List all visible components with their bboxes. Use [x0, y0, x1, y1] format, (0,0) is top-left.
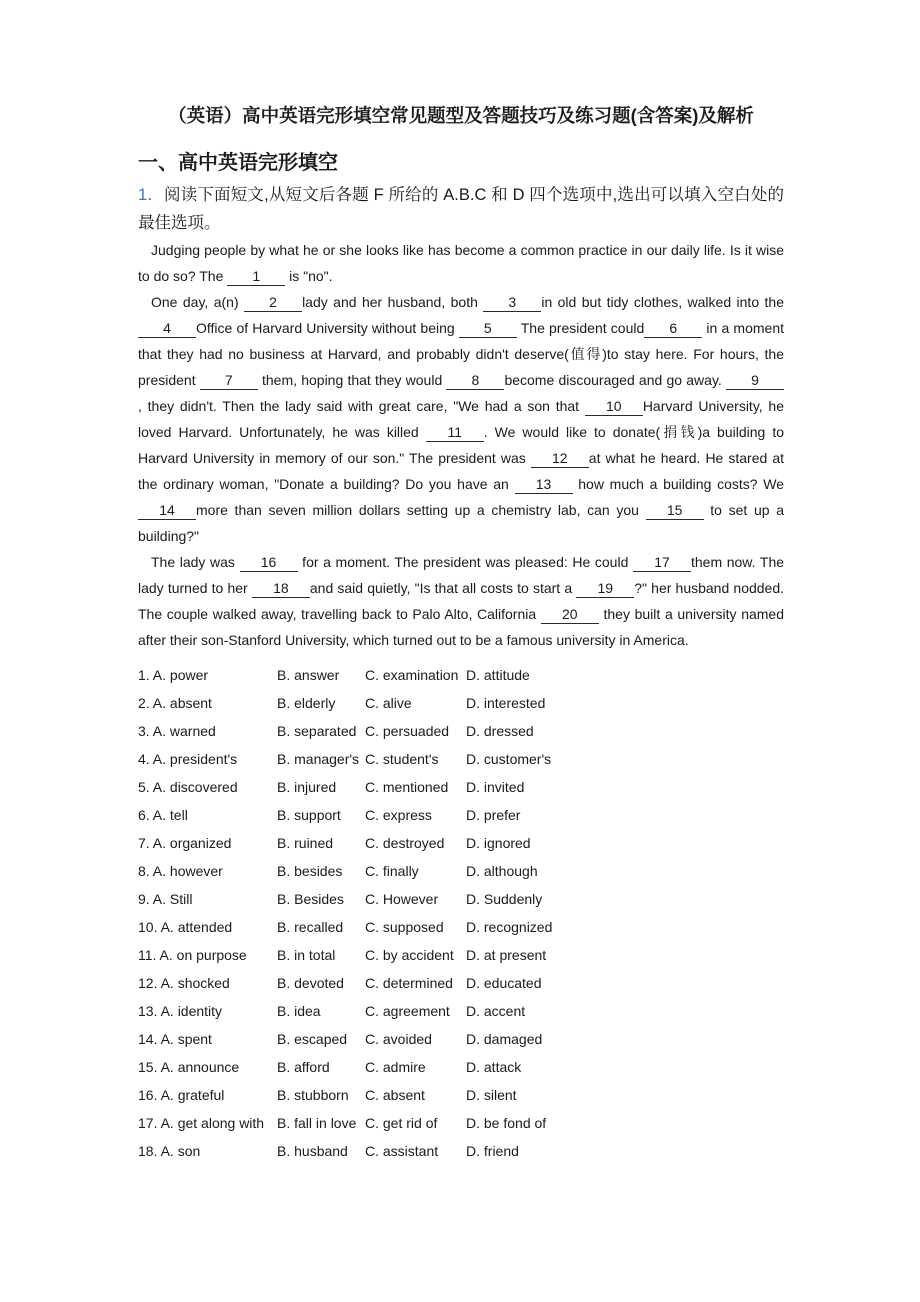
option-b: B. stubborn	[277, 1087, 349, 1103]
cloze-blank-9: 9	[726, 373, 784, 390]
option-d: D. prefer	[466, 807, 521, 823]
option-b: B. besides	[277, 863, 343, 879]
option-row-5	[138, 773, 784, 801]
option-a: 15. A. announce	[138, 1059, 240, 1075]
option-a: 3. A. warned	[138, 723, 216, 739]
cloze-blank-5: 5	[459, 321, 517, 338]
option-row-13	[138, 997, 784, 1025]
option-d: D. damaged	[466, 1031, 543, 1047]
cloze-blank-8: 8	[446, 373, 504, 390]
passage-paragraph: Judging people by what he or she looks like has become a common practice in our daily life. Is it wise to do so? The 1 is "no".	[138, 242, 784, 284]
option-a: 14. A. spent	[138, 1031, 212, 1047]
option-d: D. although	[466, 863, 538, 879]
option-d: D. attitude	[466, 667, 530, 683]
option-a: 8. A. however	[138, 863, 223, 879]
option-a: 9. A. Still	[138, 891, 193, 907]
cloze-blank-4: 4	[138, 321, 196, 338]
document-content	[138, 0, 784, 1165]
cloze-blank-16: 16	[240, 555, 298, 572]
option-row-6	[138, 801, 784, 829]
cloze-blank-7: 7	[200, 373, 258, 390]
option-d: D. ignored	[466, 835, 531, 851]
option-row-1	[138, 661, 784, 689]
section-heading: 一、高中英语完形填空	[138, 152, 338, 174]
cloze-blank-1: 1	[227, 269, 285, 286]
options-list	[138, 661, 784, 1165]
option-c: C. absent	[365, 1087, 425, 1103]
cloze-blank-13: 13	[515, 477, 573, 494]
passage-paragraph: One day, a(n) 2 lady and her husband, both 3 in old but tidy clothes, walked into the 4 Office of Harvard University without being 5 The president could 6 in a moment that they had no business at Harvard, and probably didn't deserve(值得)to stay here. For hours, the president 7 them, hoping that they would 8 become discouraged and go away. 9, they didn't. Then the lady said with great care, "We had a son that 10 Harvard University, he loved Harvard. Unfortunately, he was killed 11 . We would like to donate(捐钱)a building to Harvard University in memory of our son." The president was 12 at what he heard. He stared at the ordinary woman, "Donate a building? Do you have an 13 how much a building costs? We 14 more than seven million dollars setting up a chemistry lab, can you 15 to set up a building?"	[138, 294, 785, 544]
option-b: B. husband	[277, 1143, 348, 1159]
option-a: 5. A. discovered	[138, 779, 238, 795]
option-d: D. dressed	[466, 723, 534, 739]
option-b: B. in total	[277, 947, 336, 963]
option-row-18	[138, 1137, 784, 1165]
option-row-9	[138, 885, 784, 913]
document-title: （英语）高中英语完形填空常见题型及答题技巧及练习题(含答案)及解析	[168, 105, 754, 126]
option-b: B. escaped	[277, 1031, 348, 1047]
cloze-blank-14: 14	[138, 503, 196, 520]
cloze-blank-10: 10	[585, 399, 643, 416]
option-a: 1. A. power	[138, 667, 209, 683]
option-c: C. persuaded	[365, 723, 450, 739]
option-row-8	[138, 857, 784, 885]
option-d: D. invited	[466, 779, 525, 795]
option-a: 13. A. identity	[138, 1003, 223, 1019]
option-c: C. supposed	[365, 919, 444, 935]
option-a: 6. A. tell	[138, 807, 188, 823]
option-d: D. at present	[466, 947, 547, 963]
option-d: D. Suddenly	[466, 891, 543, 907]
option-b: B. idea	[277, 1003, 321, 1019]
cloze-blank-17: 17	[633, 555, 691, 572]
option-c: C. agreement	[365, 1003, 450, 1019]
option-row-12	[138, 969, 784, 997]
question-instruction	[138, 181, 784, 237]
cloze-blank-11: 11	[426, 425, 484, 442]
passage-paragraph: The lady was 16 for a moment. The president was pleased: He could 17 them now. The lady turned to her 18 and said quietly, "Is that all costs to start a 19 ?" her husband nodded. The couple walked away, travelling back to Palo Alto, California 20 they built a university named after their son-Stanford University, which turned out to be a famous university in America.	[138, 554, 785, 648]
option-b: B. fall in love	[277, 1115, 357, 1131]
option-row-4	[138, 745, 784, 773]
option-b: B. support	[277, 807, 341, 823]
option-row-17	[138, 1109, 784, 1137]
cloze-blank-19: 19	[576, 581, 634, 598]
option-a: 10. A. attended	[138, 919, 233, 935]
option-a: 18. A. son	[138, 1143, 201, 1159]
cloze-blank-15: 15	[646, 503, 704, 520]
option-c: C. avoided	[365, 1031, 432, 1047]
option-b: B. injured	[277, 779, 337, 795]
option-d: D. customer's	[466, 751, 552, 767]
option-d: D. accent	[466, 1003, 526, 1019]
option-b: B. answer	[277, 667, 340, 683]
option-b: B. devoted	[277, 975, 344, 991]
option-row-3	[138, 717, 784, 745]
option-row-16	[138, 1081, 784, 1109]
option-a: 7. A. organized	[138, 835, 232, 851]
option-b: B. Besides	[277, 891, 344, 907]
cloze-blank-12: 12	[531, 451, 589, 468]
option-a: 16. A. grateful	[138, 1087, 225, 1103]
cloze-blank-18: 18	[252, 581, 310, 598]
passage	[138, 237, 784, 653]
option-b: B. elderly	[277, 695, 336, 711]
option-c: C. admire	[365, 1059, 426, 1075]
option-b: B. recalled	[277, 919, 344, 935]
option-c: C. finally	[365, 863, 419, 879]
option-c: C. express	[365, 807, 432, 823]
option-d: D. recognized	[466, 919, 553, 935]
cloze-blank-6: 6	[644, 321, 702, 338]
option-c: C. by accident	[365, 947, 454, 963]
option-c: C. determined	[365, 975, 453, 991]
option-c: C. However	[365, 891, 439, 907]
option-row-11	[138, 941, 784, 969]
option-b: B. manager's	[277, 751, 360, 767]
cloze-blank-20: 20	[541, 607, 599, 624]
instruction-text: 阅读下面短文,从短文后各题 F 所给的 A.B.C 和 D 四个选项中,选出可以填入空白处的最佳选项。	[138, 186, 784, 232]
option-c: C. student's	[365, 751, 439, 767]
option-d: D. interested	[466, 695, 546, 711]
option-d: D. attack	[466, 1059, 522, 1075]
option-row-10	[138, 913, 784, 941]
option-a: 11. A. on purpose	[138, 947, 247, 963]
cloze-blank-2: 2	[244, 295, 302, 312]
option-a: 17. A. get along with	[138, 1115, 265, 1131]
option-c: C. examination	[365, 667, 459, 683]
option-row-2	[138, 689, 784, 717]
option-a: 2. A. absent	[138, 695, 212, 711]
option-a: 4. A. president's	[138, 751, 238, 767]
option-c: C. assistant	[365, 1143, 439, 1159]
option-c: C. mentioned	[365, 779, 449, 795]
option-c: C. alive	[365, 695, 412, 711]
option-c: C. get rid of	[365, 1115, 438, 1131]
option-d: D. be fond of	[466, 1115, 547, 1131]
option-row-7	[138, 829, 784, 857]
question-number: 1．	[138, 186, 165, 204]
option-row-14	[138, 1025, 784, 1053]
option-row-15	[138, 1053, 784, 1081]
option-c: C. destroyed	[365, 835, 445, 851]
option-b: B. ruined	[277, 835, 334, 851]
option-d: D. educated	[466, 975, 542, 991]
option-d: D. friend	[466, 1143, 519, 1159]
option-d: D. silent	[466, 1087, 517, 1103]
option-a: 12. A. shocked	[138, 975, 230, 991]
option-b: B. afford	[277, 1059, 330, 1075]
option-b: B. separated	[277, 723, 357, 739]
cloze-blank-3: 3	[483, 295, 541, 312]
